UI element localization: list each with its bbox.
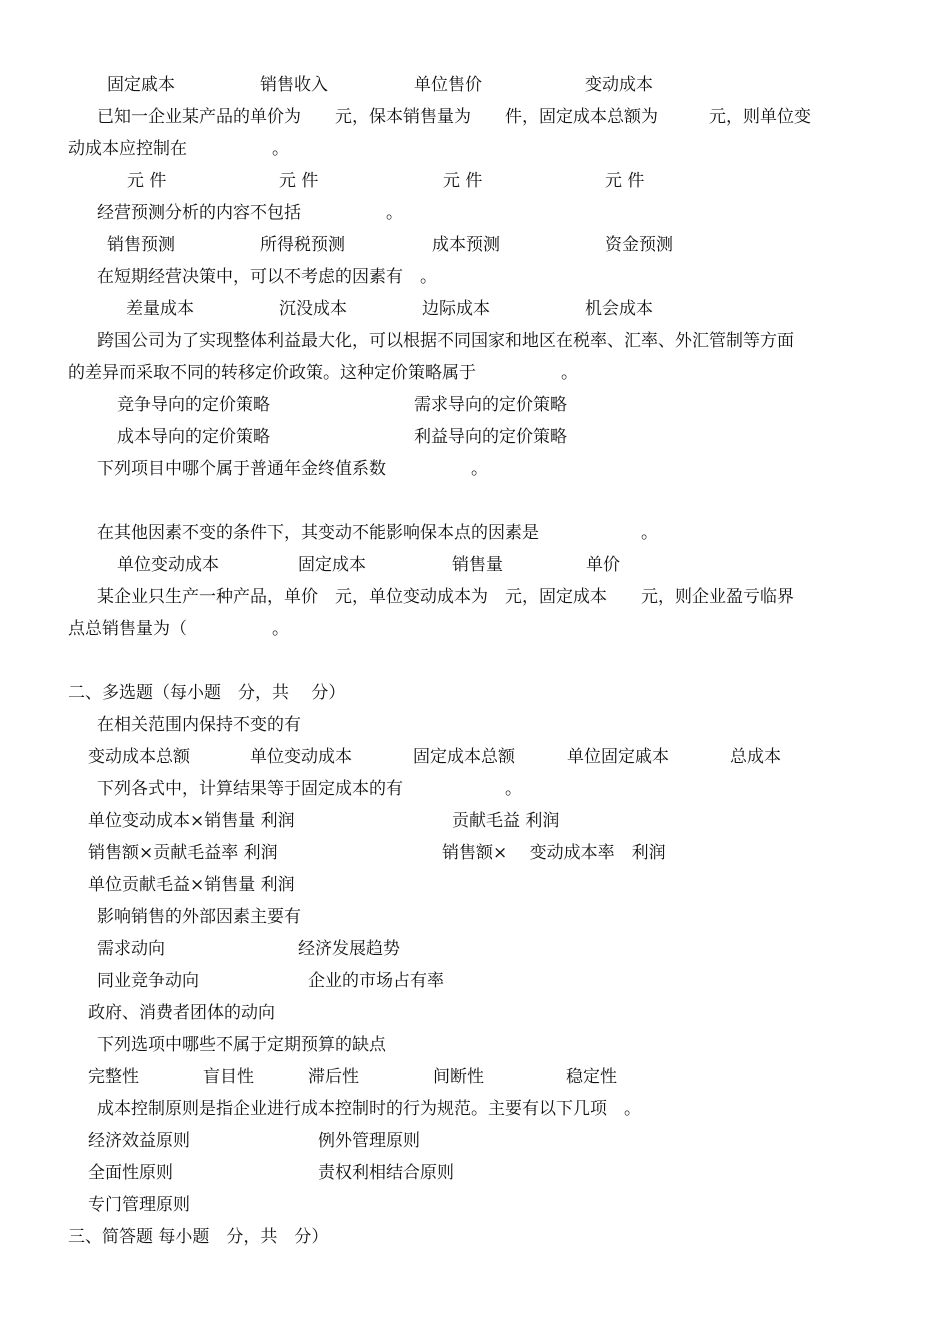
option-b: 需求导向的定价策略 [414,395,567,415]
option-c: 成本导向的定价策略 [117,427,270,447]
option-c: 销售额×贡献毛益率 利润 [88,843,278,863]
option-c: 销售量 [452,555,503,575]
option-d: 利益导向的定价策略 [414,427,567,447]
option-a: 元 件 [127,171,167,191]
question-stem: 下列选项中哪些不属于定期预算的缺点 [97,1035,386,1055]
option-e: 总成本 [730,747,781,767]
option-b: 经济发展趋势 [298,939,400,959]
question-stem: 在其他因素不变的条件下，其变动不能影响保本点的因素是 。 [97,523,658,543]
option-a: 竞争导向的定价策略 [117,395,270,415]
option-a: 完整性 [88,1067,139,1087]
option-c: 单位售价 [414,75,482,95]
option-e: 专门管理原则 [88,1195,190,1215]
option-d: 间断性 [433,1067,484,1087]
option-a: 单位变动成本×销售量 利润 [88,811,295,831]
option-d: 变动成本 [585,75,653,95]
question-stem-continued: 点总销售量为（ 。 [68,619,289,639]
option-a: 差量成本 [126,299,194,319]
option-b: 盲目性 [203,1067,254,1087]
option-b: 例外管理原则 [318,1131,420,1151]
question-stem: 下列项目中哪个属于普通年金终值系数 。 [97,459,488,479]
option-d: 资金预测 [605,235,673,255]
option-b: 沉没成本 [279,299,347,319]
option-c: 元 件 [443,171,483,191]
question-stem: 已知一企业某产品的单价为 元，保本销售量为 件，固定成本总额为 元，则单位变 [97,107,811,127]
option-d: 元 件 [605,171,645,191]
option-a: 固定戚本 [107,75,175,95]
option-d: 销售额× 变动成本率 利润 [442,843,666,863]
option-c: 固定成本总额 [413,747,515,767]
question-stem: 经营预测分析的内容不包括 。 [97,203,403,223]
option-b: 贡献毛益 利润 [452,811,560,831]
option-a: 需求动向 [97,939,165,959]
option-b: 所得税预测 [260,235,345,255]
option-d: 单价 [586,555,620,575]
question-stem: 在短期经营决策中，可以不考虑的因素有 。 [97,267,437,287]
option-b: 元 件 [279,171,319,191]
question-stem: 在相关范围内保持不变的有 [97,715,301,735]
option-e: 稳定性 [566,1067,617,1087]
question-stem-continued: 的差异而采取不同的转移定价政策。这种定价策略属于 。 [68,363,578,383]
option-d: 机会成本 [585,299,653,319]
option-c: 成本预测 [432,235,500,255]
option-a: 销售预测 [107,235,175,255]
option-d: 单位固定戚本 [567,747,669,767]
option-a: 经济效益原则 [88,1131,190,1151]
question-stem: 影响销售的外部因素主要有 [97,907,301,927]
question-stem: 下列各式中，计算结果等于固定成本的有 。 [97,779,522,799]
question-stem: 某企业只生产一种产品，单价 元，单位变动成本为 元，固定成本 元，则企业盈亏临界 [97,587,794,607]
option-b: 固定成本 [298,555,366,575]
option-d: 责权利相结合原则 [318,1163,454,1183]
option-c: 边际成本 [422,299,490,319]
option-d: 企业的市场占有率 [308,971,444,991]
option-b: 销售收入 [260,75,328,95]
option-c: 同业竞争动向 [97,971,199,991]
option-e: 政府、消费者团体的动向 [88,1003,275,1023]
section-heading: 二、多选题（每小题 分，共 分） [68,683,346,703]
option-c: 滞后性 [308,1067,359,1087]
option-c: 全面性原则 [88,1163,173,1183]
question-stem-continued: 动成本应控制在 。 [68,139,289,159]
section-heading: 三、简答题 每小题 分，共 分） [68,1227,329,1247]
option-b: 单位变动成本 [250,747,352,767]
question-stem: 成本控制原则是指企业进行成本控制时的行为规范。主要有以下几项 。 [97,1099,641,1119]
option-a: 单位变动成本 [117,555,219,575]
option-e: 单位贡献毛益×销售量 利润 [88,875,295,895]
option-a: 变动成本总额 [88,747,190,767]
question-stem: 跨国公司为了实现整体利益最大化，可以根据不同国家和地区在税率、汇率、外汇管制等方面 [97,331,794,351]
